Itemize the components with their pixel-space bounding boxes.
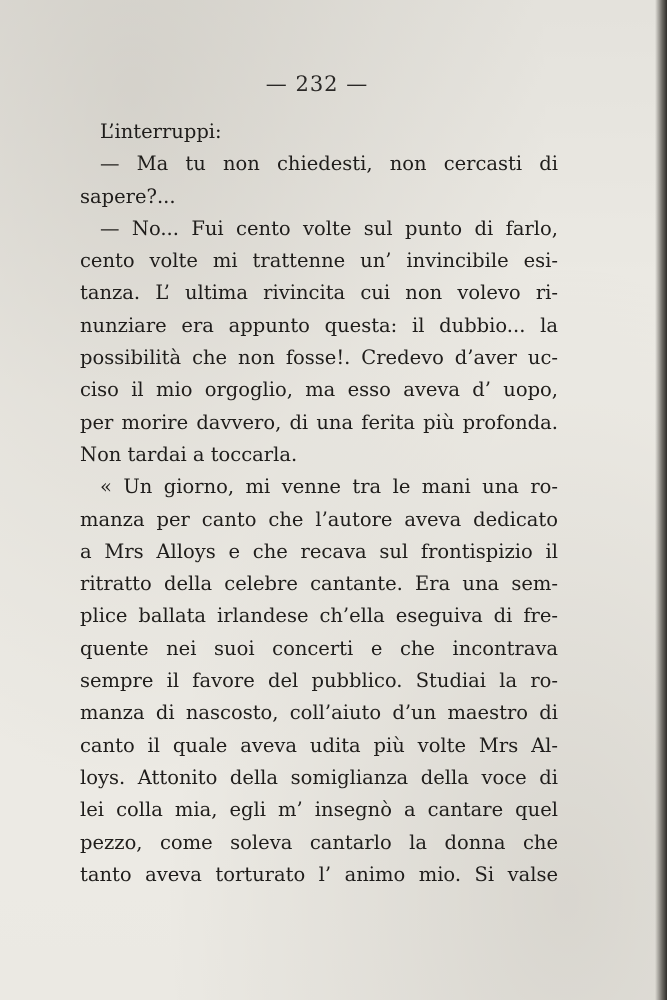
text-line: quente nei suoi concerti e che incontrava (80, 636, 558, 660)
text-line: lei colla mia, egli m’ insegnò a cantare quel (80, 798, 558, 822)
text-line: loys. Attonito della somiglianza della voce di (80, 765, 558, 789)
text-line: tanto aveva torturato l’ animo mio. Si valse (80, 862, 558, 886)
text-line: pezzo, come soleva cantarlo la donna che (80, 830, 558, 854)
text-line: manza di nascosto, coll’aiuto d’un maestro di (80, 701, 558, 725)
text-line: sempre il favore del pubblico. Studiai la ro- (80, 669, 558, 693)
body-text (80, 116, 558, 891)
text-line: plice ballata irlandese ch’ella eseguiva di fre- (80, 604, 558, 628)
text-line: possibilità che non fosse!. Credevo d’aver uc- (80, 346, 558, 370)
text-line: L’interruppi: (100, 120, 222, 143)
text-line: « Un giorno, mi venne tra le mani una ro- (100, 475, 558, 499)
page-number: — 232 — (265, 72, 369, 96)
text-line: canto il quale aveva udita più volte Mrs Al- (80, 733, 558, 757)
text-line: tanza. L’ ultima rivincita cui non volevo ri- (80, 281, 558, 305)
text-line: manza per canto che l’autore aveva dedicato (80, 507, 558, 531)
text-line: ritratto della celebre cantante. Era una sem- (80, 572, 558, 596)
text-line: — No... Fui cento volte sul punto di farlo, (100, 216, 558, 240)
text-line: a Mrs Alloys e che recava sul frontispizio il (80, 539, 558, 563)
text-line: ciso il mio orgoglio, ma esso aveva d’ uopo, (80, 378, 558, 402)
text-line: sapere?... (80, 184, 176, 208)
text-line: nunziare era appunto questa: il dubbio... la (80, 313, 558, 337)
text-line: — Ma tu non chiedesti, non cercasti di (100, 152, 558, 176)
text-line: per morire davvero, di una ferita più profonda. (80, 410, 558, 434)
text-line: Non tardai a toccarla. (80, 442, 298, 466)
text-line: cento volte mi trattenne un’ invincibile esi- (80, 249, 558, 273)
page-spine-shadow (655, 0, 667, 1000)
